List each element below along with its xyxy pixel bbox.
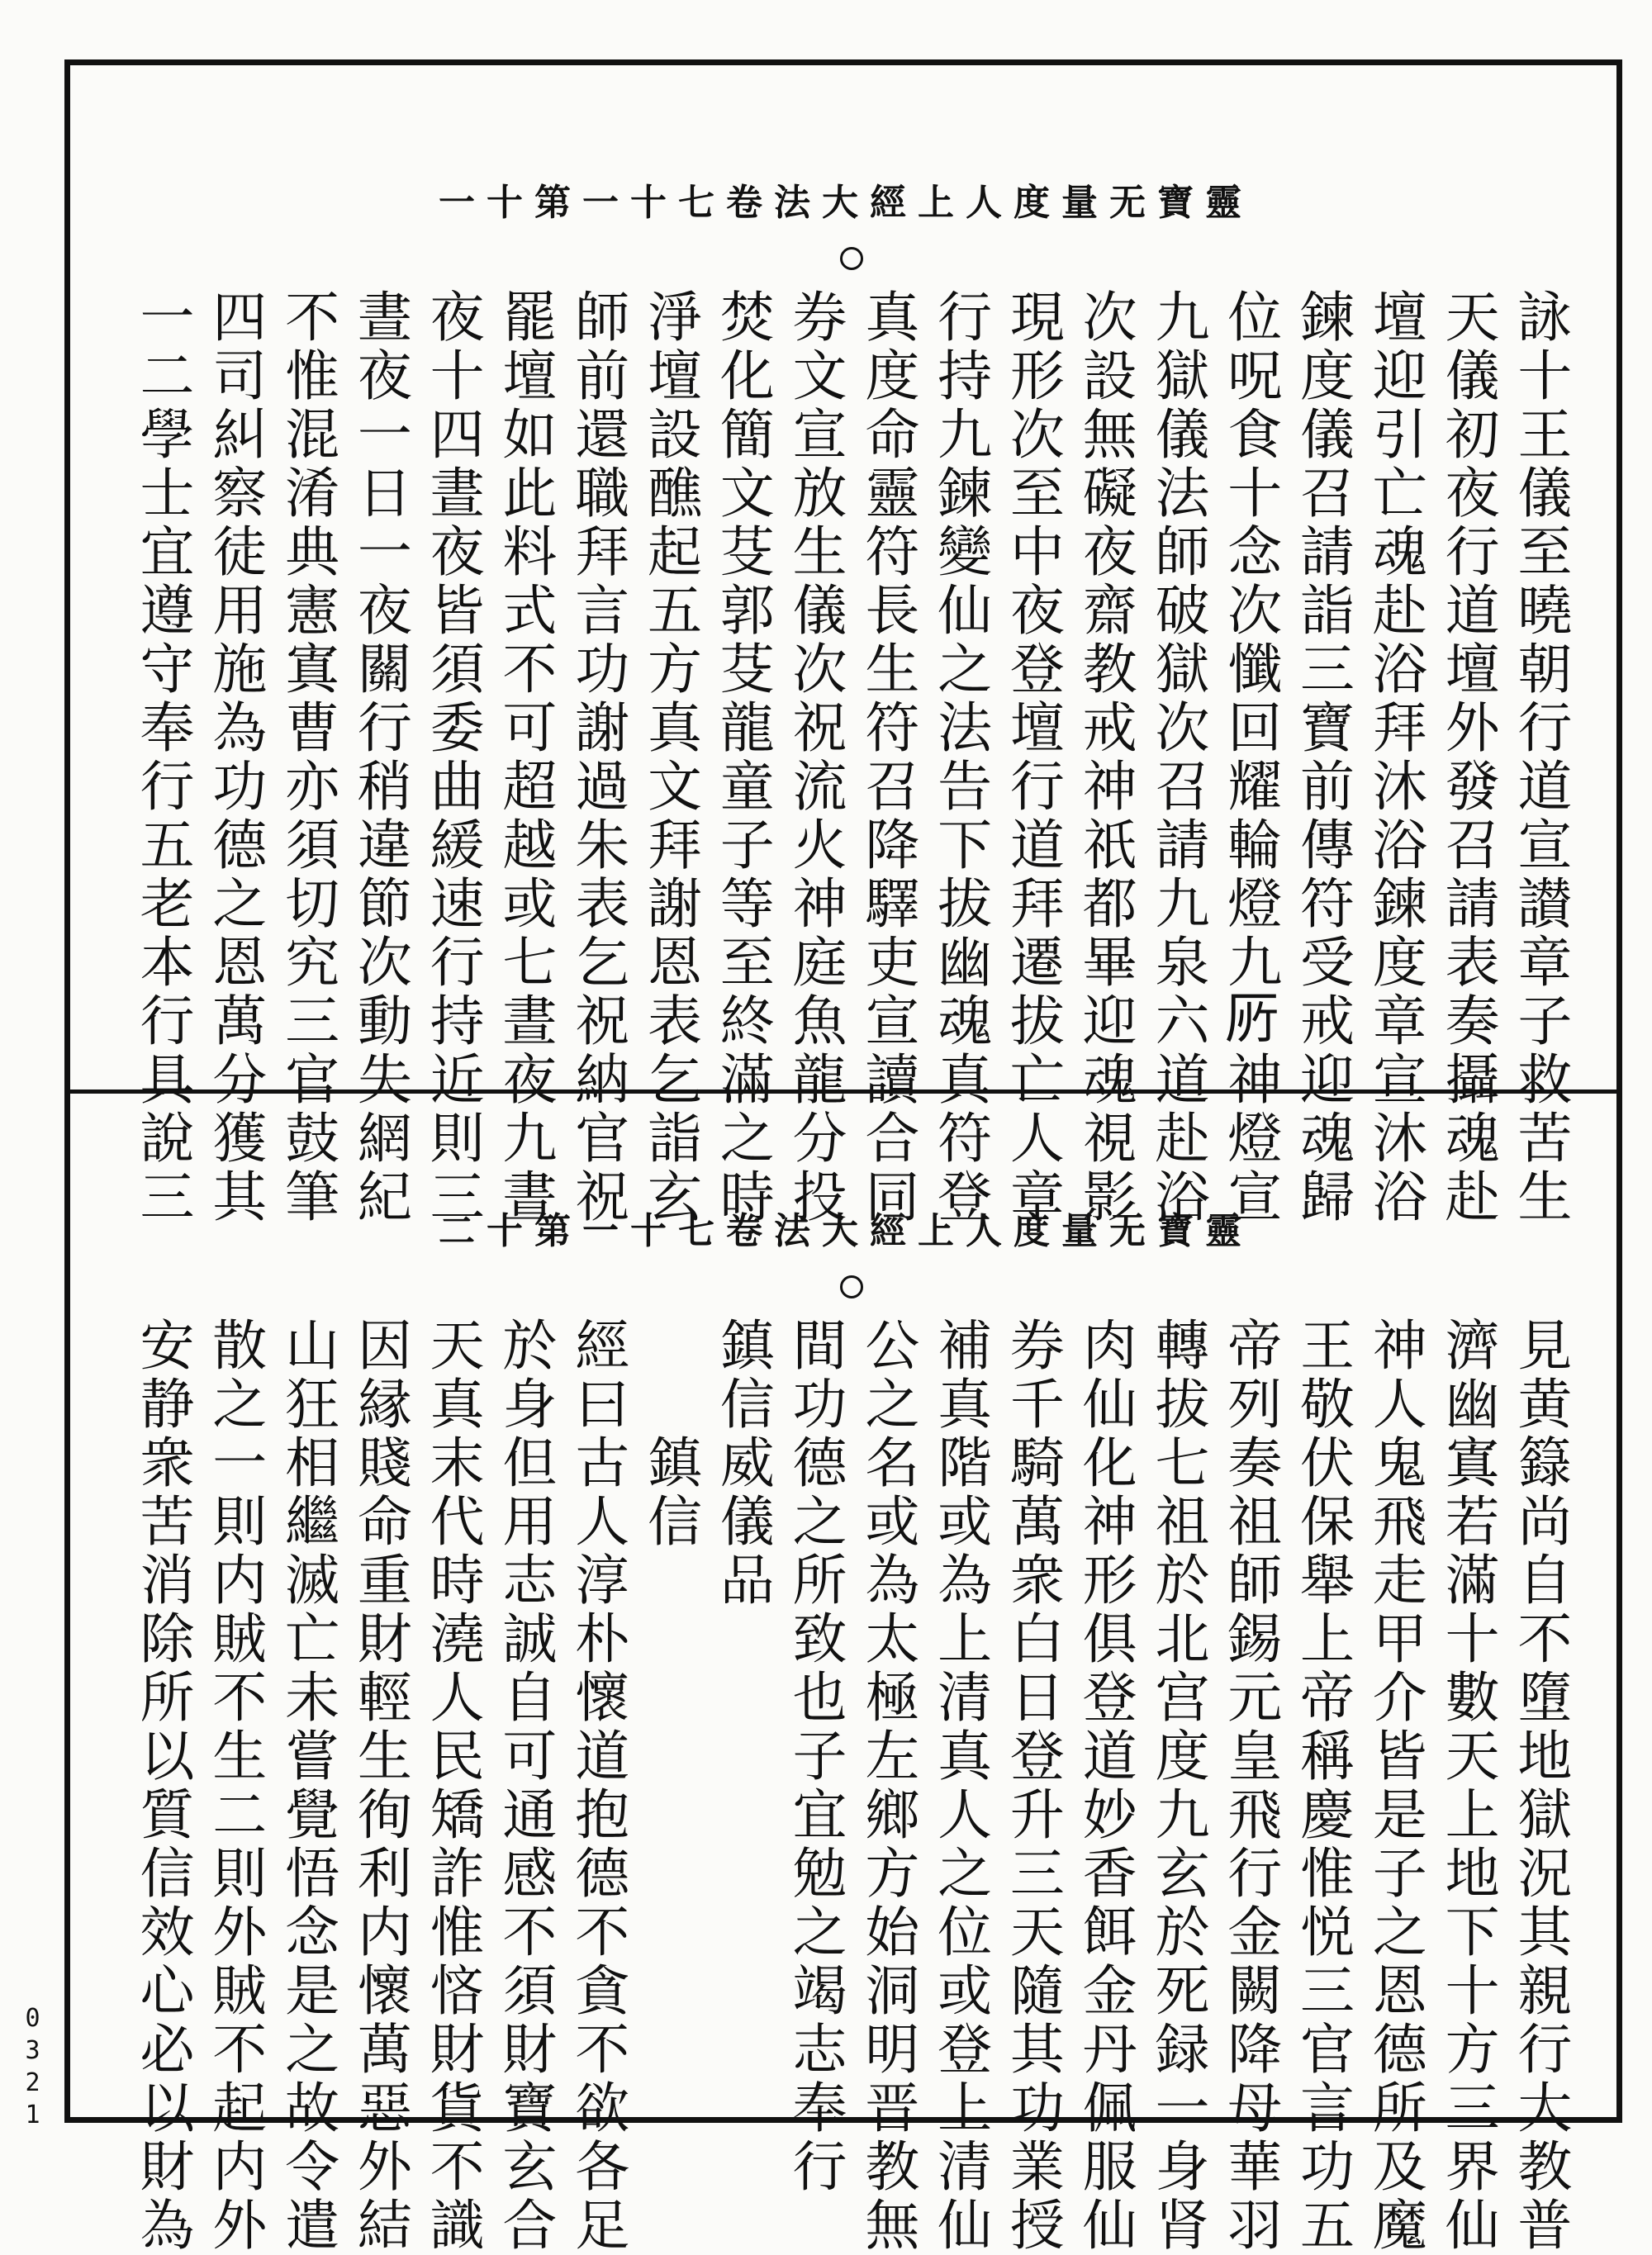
text-column: 焚化簡文芟郭芟龍童子等至終滿之時: [710, 288, 775, 1227]
text-column: 壇迎引亡魂赴浴拜沐浴鍊度章宣沐浴: [1363, 288, 1427, 1227]
text-column: 位呪食十念次懺回耀輪燈九𠩄神燈宣: [1218, 288, 1282, 1227]
top-header: 靈寶无量度人上經大法卷七十一第十一: [439, 182, 1253, 224]
text-column: 王敬伏保舉上帝稱慶惟悦三官言功五: [1290, 1317, 1355, 2255]
section-title: 鎮信威儀品: [710, 1317, 775, 1610]
text-column: 帝列奏祖師錫元皇飛行金闕降母華羽: [1218, 1317, 1282, 2255]
text-column: 不惟混淆典憲寘曹亦須切究三官鼓筆: [275, 288, 339, 1227]
text-column: 天真末代時澆人民矯詐惟悋財貨不識: [420, 1317, 485, 2255]
text-column: 見黄籙尚自不墮地獄況其親行大教普: [1507, 1317, 1572, 2255]
text-column: 九獄儀法師破獄次召請九泉六道赴浴: [1145, 288, 1209, 1227]
text-column: 間功德之所致也子宜勉之竭志奉行: [783, 1317, 847, 2196]
text-column: 安静衆苦消除所以質信效心必以財為: [131, 1317, 194, 2255]
text-column: 濟幽寘若滿十數天上地下十方三界仙: [1436, 1317, 1500, 2255]
subsection-title: 鎮信: [638, 1317, 702, 1551]
text-column: 於身但用志誠自可通感不須財寶玄合: [492, 1317, 557, 2255]
bottom-text-columns: [120, 1317, 1572, 2255]
text-column: 晝夜一日一夜關行稍違節次動失網紀: [348, 288, 412, 1227]
bottom-header: 靈寶无量度人上經大法卷七十一第十二: [439, 1210, 1253, 1252]
text-column: 券千騎萬衆白日登升三天隨其功業授: [1000, 1317, 1065, 2255]
text-column: 券文宣放生儀次祝流火神庭魚龍分投: [783, 288, 847, 1227]
bottom-page: [70, 1094, 1616, 2255]
text-column: 鍊度儀召請詣三寶前傳符受戒迎魂歸: [1290, 288, 1355, 1227]
text-column: 次設無礙夜齋教戒神祇都畢迎魂視影: [1073, 288, 1137, 1227]
bottom-circle-mark: [840, 1275, 863, 1298]
text-column: 天儀初夜行道壇外發召請表奏攝魂赴: [1436, 288, 1500, 1227]
text-column: 散之一則内賊不生二則外賊不起内外: [202, 1317, 267, 2255]
text-column: 詠十王儀至曉朝行道宣讃章子救苦生: [1507, 288, 1572, 1227]
text-column: 罷壇如此料式不可超越或七晝夜九晝: [492, 288, 557, 1227]
text-column: 四司糾察徒用施為功德之恩萬分獲其: [202, 288, 267, 1227]
text-column: 夜十四晝夜皆須委曲緩速行持近則三: [420, 288, 485, 1227]
top-text-columns: [120, 288, 1572, 1227]
text-column: 行持九鍊變仙之法告下拔幽魂真符登: [928, 288, 992, 1227]
text-column: 神人鬼飛走甲介皆是子之恩德所及魔: [1363, 1317, 1427, 2255]
text-column: 補真階或為上清真人之位或登上清仙: [928, 1317, 992, 2255]
text-column: 淨壇設醮起五方真文拜謝恩表乞詣玄: [638, 288, 702, 1227]
top-page: [70, 65, 1616, 1227]
text-column: 真度命靈符長生符召降驛吏宣讀合同: [855, 288, 919, 1227]
page-number: 0321: [18, 2004, 47, 2133]
text-column: 轉拔七祖於北宫度九玄於死録一身肾: [1145, 1317, 1209, 2255]
page-frame: [64, 59, 1622, 2255]
text-column: 經曰古人淳朴懷道抱德不貪不欲各足: [565, 1317, 629, 2255]
text-column: 一二學士宜遵守奉行五老本行具說三: [131, 288, 194, 1227]
text-column: 師前還職拜言功謝過朱表乞祝納官祝: [565, 288, 629, 1227]
top-circle-mark: [840, 247, 863, 270]
text-column: 現形次至中夜登壇行道拜遷拔亡人章: [1000, 288, 1065, 1227]
text-column: 山狂相繼滅亡未嘗覺悟念是之故令遣: [275, 1317, 339, 2255]
text-column: 因縁賤命重財輕生徇利内懷萬惡外結: [348, 1317, 412, 2255]
text-column: 公之名或為太極左鄉方始洞明晋教無: [855, 1317, 919, 2255]
text-column: 肉仙化神形俱登道妙香餌金丹佩服仙: [1073, 1317, 1137, 2255]
